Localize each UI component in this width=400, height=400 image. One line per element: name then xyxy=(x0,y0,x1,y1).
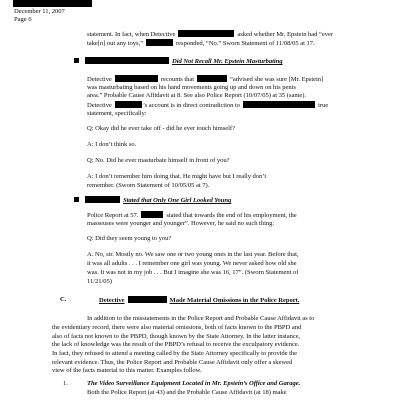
subheading: Did Not Recall Mr. Epstein Masturbating xyxy=(74,57,283,66)
list-heading: The Video Surveillance Equipment Located in Mr. Epstein’s Office and Garage. xyxy=(87,380,301,387)
redaction xyxy=(141,211,163,218)
answer: remember. (Sworn Statement of 10/05/05 at 7). xyxy=(87,182,210,189)
header-page: Page 6 xyxy=(14,16,32,23)
answer: A: I don’t think so. xyxy=(87,141,137,148)
redaction xyxy=(85,196,120,203)
answer: it was all adults . . . I remember one girl was young. We never asked how old she xyxy=(87,260,297,267)
body-line: the evidentiary record, there were also material omissions, both of facts known to the PBPD and xyxy=(52,324,302,331)
body-line: also of facts not known to the PBPD, though known by the State Attorney. In the latter instance, xyxy=(52,333,301,340)
redaction xyxy=(243,101,315,108)
answer: A: I don’t remember him doing that. He might have but I really don’t xyxy=(87,173,267,180)
redaction xyxy=(197,75,227,82)
bullet-square xyxy=(74,197,79,202)
redaction-header xyxy=(13,0,92,7)
answer: 11/21/05) xyxy=(87,278,112,285)
body-line: statement. In fact, when Detective asked whether Mr. Epstein had “ever xyxy=(87,31,334,38)
redaction xyxy=(128,296,167,303)
question: Q: Did they seem young to you? xyxy=(87,235,172,242)
body-line: was masturbating based on his hand movements going up and down on his penis xyxy=(87,84,296,91)
body-line: masseuses were younger and younger”. However, he said no such thing: xyxy=(87,220,275,227)
body-line: Both the Police Report (at 43) and the Probable Cause Affidavit (at 18) make xyxy=(87,389,287,396)
section-letter: C. xyxy=(60,296,67,303)
redaction xyxy=(115,101,142,108)
answer: was. It was not in my job . . . But I imagine she was 16, 17”. (Sworn Statement of xyxy=(87,269,299,276)
body-line: the lack of knowledge was the result of the PBPD’s refusal to receive the exculpatory evidence. xyxy=(52,341,300,348)
body-line: Detective ’s account is in direct contradiction to true xyxy=(87,102,329,109)
answer: A. No, sir. Mostly no. We saw one or two young ones in the last year. Before that, xyxy=(87,251,299,258)
body-line: relevant evidence. Thus, the Police Report and Probable Cause Affidavit only offer a skewed xyxy=(52,359,293,366)
redaction xyxy=(115,75,158,82)
section-heading: Detective Made Material Omissions in the Police Report. xyxy=(99,297,300,304)
body-line: view of the facts material to this matter. Examples follow. xyxy=(52,367,202,374)
body-line: Police Report at 57. stated that towards the end of his employment, the xyxy=(87,212,297,219)
list-number: 1. xyxy=(63,380,68,387)
subheading: Stated that Only One Girl Looked Young xyxy=(74,196,231,205)
body-line: area.” Probable Cause Affidavit at 8. See also Police Report (10/07/05) at 35 (same). xyxy=(87,92,307,99)
redaction xyxy=(85,57,169,64)
body-line: In fact, they refused to attend a meeting called by the State Attorney specifically to provide the xyxy=(52,350,298,357)
body-line: In addition to the misstatements in the Police Report and Probable Cause Affidavit as to xyxy=(87,315,315,322)
redaction xyxy=(178,30,234,37)
body-line: statement, specifically: xyxy=(87,110,147,117)
body-line: Detective recounts that “advised she was sure [Mr. Epstein] xyxy=(87,76,324,83)
redaction xyxy=(146,39,173,46)
question: Q: No. Did he ever masturbate himself in front of you? xyxy=(87,157,230,164)
header-date: December 11, 2007 xyxy=(14,8,65,15)
question: Q: Okay did he ever take off - did he ever touch himself? xyxy=(87,125,235,132)
bullet-square xyxy=(74,58,79,63)
body-line: take[n] out any toys,” responded, “No.” Sworn Statement of 11/08/05 at 17. xyxy=(87,40,315,47)
